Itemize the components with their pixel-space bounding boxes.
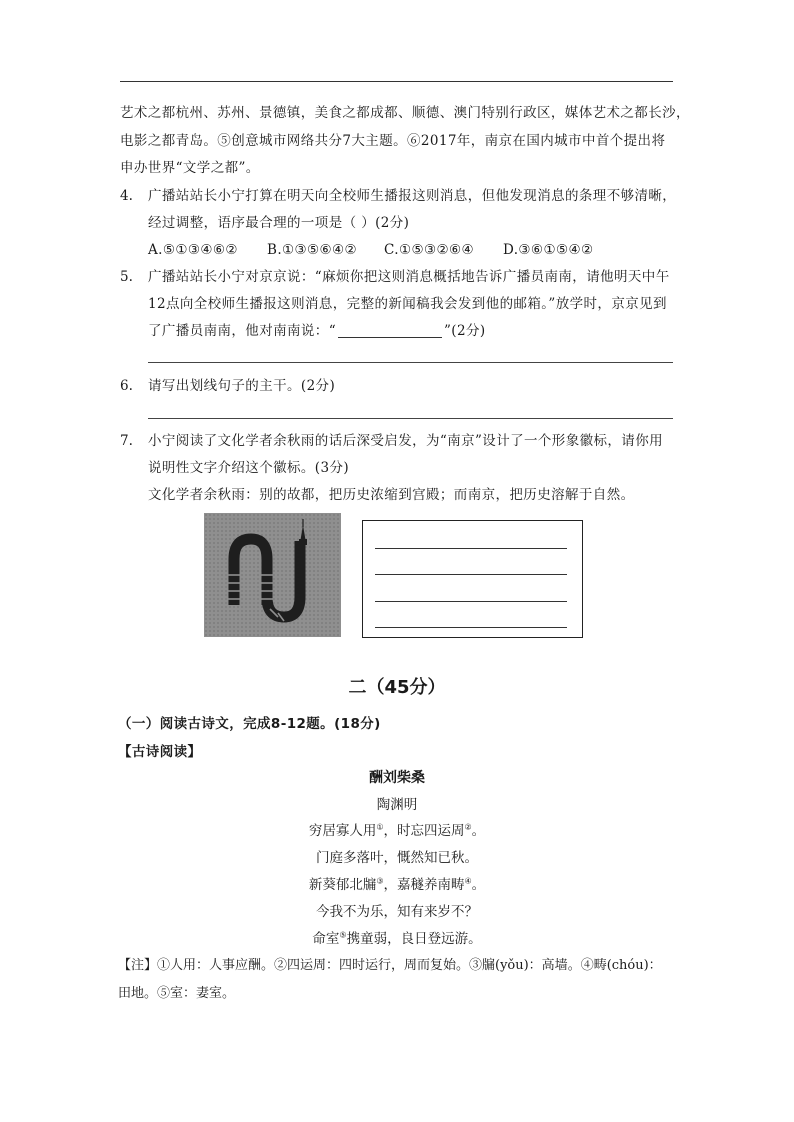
- q4-option-b: B.①③⑤⑥④②: [267, 242, 358, 258]
- nanjing-logo-icon: [204, 513, 341, 637]
- q4-option-a: A.⑤①③④⑥②: [148, 242, 238, 258]
- q7-line-1: 小宁阅读了文化学者余秋雨的话后深受启发，为“南京”设计了一个形象徽标，请你用: [148, 433, 664, 449]
- notes-line-1: 【注】①人用：人事应酬。②四运周：四时运行，周而复始。③牖(yǒu)：高墙。④畴(chóu)：: [118, 958, 662, 973]
- q4-line-2: 经过调整，语序最合理的一项是（ ）(2分): [148, 215, 410, 231]
- q5-inline-blank[interactable]: [338, 337, 442, 338]
- q5-line-3-end: ”(2分): [444, 323, 486, 339]
- poem-author: 陶渊明: [376, 797, 418, 813]
- q4-option-c: C.①⑤③②⑥④: [384, 242, 474, 258]
- q5-answer-line[interactable]: [148, 362, 673, 363]
- q5-line-1: 广播站站长小宁对京京说：“麻烦你把这则消息概括地告诉广播员南南，请他明天中午: [148, 269, 670, 285]
- q5-number: 5.: [120, 269, 133, 285]
- notes-line-2: 田地。⑤室：妻室。: [118, 986, 236, 1001]
- poem-line-1: 穷居寡人用①，时忘四运周②。: [308, 822, 486, 839]
- q7-line-2: 说明性文字介绍这个徽标。(3分): [148, 460, 350, 476]
- passage-line-1: 艺术之都杭州、苏州、景德镇，美食之都成都、顺德、澳门特别行政区，媒体艺术之都长沙，: [120, 105, 690, 121]
- q6-number: 6.: [120, 378, 133, 394]
- nanjing-logo-image: [204, 513, 341, 637]
- q4-number: 4.: [120, 188, 133, 204]
- passage-line-2: 电影之都青岛。⑤创意城市网络共分7大主题。⑥2017年，南京在国内城市中首个提出将: [120, 133, 666, 149]
- poem-line-5: 命室⑤携童弱，良日登远游。: [312, 930, 482, 947]
- poem-line-2: 门庭多落叶，慨然知已秋。: [316, 850, 478, 866]
- q7-answer-box[interactable]: [362, 520, 583, 638]
- answer-box-line-1[interactable]: [375, 548, 567, 549]
- passage-line-3: 申办世界“文学之都”。: [120, 160, 260, 176]
- poem-title: 酬刘柴桑: [369, 770, 425, 786]
- section-2-heading: 二（45分）: [348, 677, 446, 698]
- q7-quote: 文化学者余秋雨：别的故都，把历史浓缩到宫殿；而南京，把历史溶解于自然。: [148, 487, 635, 503]
- q6-text: 请写出划线句子的主干。(2分): [148, 378, 336, 394]
- q4-option-d: D.③⑥①⑤④②: [503, 242, 594, 258]
- section-2-part-1: （一）阅读古诗文，完成8-12题。(18分): [118, 716, 381, 732]
- answer-box-line-4[interactable]: [375, 627, 567, 628]
- q4-line-1: 广播站站长小宁打算在明天向全校师生播报这则消息，但他发现消息的条理不够清晰，: [148, 188, 677, 204]
- q6-answer-line[interactable]: [148, 418, 673, 419]
- poem-line-3: 新葵郁北牖③，嘉穟养南畴④。: [308, 876, 486, 893]
- q5-line-3: 了广播员南南，他对南南说：“: [148, 323, 337, 339]
- poem-line-4: 今我不为乐，知有来岁不？: [316, 904, 478, 920]
- answer-box-line-3[interactable]: [375, 601, 567, 602]
- answer-box-line-2[interactable]: [375, 574, 567, 575]
- poem-subhead: 【古诗阅读】: [118, 744, 202, 760]
- header-rule: [120, 81, 673, 82]
- q5-line-2: 12点向全校师生播报这则消息，完整的新闻稿我会发到他的邮箱。”放学时，京京见到: [148, 296, 667, 312]
- q7-number: 7.: [120, 433, 133, 449]
